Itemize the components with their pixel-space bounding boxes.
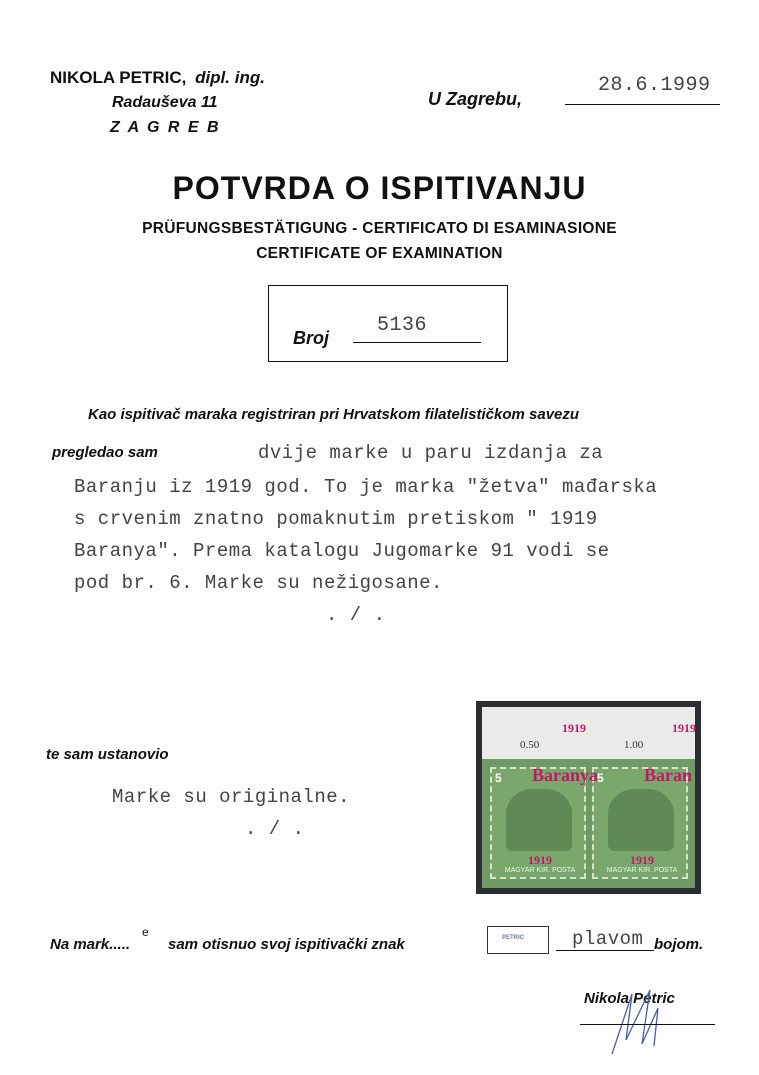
number-value: 5136 [377, 314, 428, 337]
number-underline [353, 342, 481, 343]
denomination-left: 5 [495, 771, 502, 785]
number-label: Broj [293, 328, 329, 348]
separator-1: . / . [326, 604, 386, 626]
country-text-left: MAGYAR KIR. POSTA [504, 867, 576, 874]
stamp-selvage [482, 707, 695, 759]
footer-line-mid: sam otisnuo svoj ispitivački znak [168, 936, 405, 953]
selvage-overprint-year-2: 1919 [672, 721, 696, 735]
selvage-value-2: 1.00 [624, 739, 644, 751]
certificate-number-box [268, 285, 508, 362]
overprint-year-right: 1919 [630, 853, 654, 867]
typed-line-4: Baranya". Prema katalogu Jugomarke 91 vodi se [74, 540, 610, 562]
separator-2: . / . [245, 818, 305, 840]
found-label: te sam ustanovio [46, 746, 169, 763]
typed-line-3: s crvenim znatno pomaknutim pretiskom " 1919 [74, 508, 598, 530]
country-text-right: MAGYAR KIR. POSTA [606, 867, 678, 874]
typed-line-5: pod br. 6. Marke su nežigosane. [74, 572, 443, 594]
signature-name: Nikola Petric [584, 990, 675, 1007]
page-title: POTVRDA O ISPITIVANJU [172, 170, 587, 206]
harvester-figure-left [506, 789, 572, 851]
footer-line-end: bojom. [654, 936, 704, 953]
ink-color-underline [556, 950, 654, 951]
selvage-value-1: 0.50 [520, 739, 540, 751]
examined-label: pregledao sam [52, 444, 158, 461]
typed-line-1: dvije marke u paru izdanja za [258, 442, 604, 464]
stamp-pair [482, 759, 695, 888]
date-value: 28.6.1999 [598, 74, 711, 97]
denomination-right: 5 [597, 771, 604, 785]
sender-name: NIKOLA PETRIC, [50, 68, 187, 87]
sender-city: Z A G R E B [110, 119, 221, 136]
finding-text: Marke su originalne. [112, 786, 351, 808]
sender-title: dipl. ing. [195, 68, 265, 87]
sender-name-line [50, 68, 265, 88]
place-label: U Zagrebu, [428, 89, 523, 109]
subtitle-english: CERTIFICATE OF EXAMINATION [256, 245, 503, 262]
footer-line-start: Na mark..... [50, 936, 131, 953]
intro-text: Kao ispitivač maraka registriran pri Hrvatskom filatelističkom savezu [88, 406, 580, 423]
ink-color-value: plavom [572, 928, 644, 950]
examiner-mark: PETRIC [502, 935, 525, 941]
date-underline [565, 104, 720, 105]
overprint-year-left: 1919 [528, 853, 552, 867]
overprint-name-right: Baran [644, 765, 693, 785]
overprint-name-left: Baranya [532, 765, 599, 785]
examiner-mark-box [487, 926, 549, 954]
typed-line-2: Baranju iz 1919 god. To je marka "žetva" mađarska [74, 476, 658, 498]
selvage-overprint-year-1: 1919 [562, 721, 586, 735]
stamp-pair-image [476, 701, 701, 894]
signature-underline [580, 1024, 715, 1025]
footer-superscript: e [142, 925, 149, 939]
sender-street: Radauševa 11 [112, 94, 218, 111]
harvester-figure-right [608, 789, 674, 851]
subtitle-multilingual: PRÜFUNGSBESTÄTIGUNG - CERTIFICATO DI ESAMINASIONE [142, 220, 617, 237]
